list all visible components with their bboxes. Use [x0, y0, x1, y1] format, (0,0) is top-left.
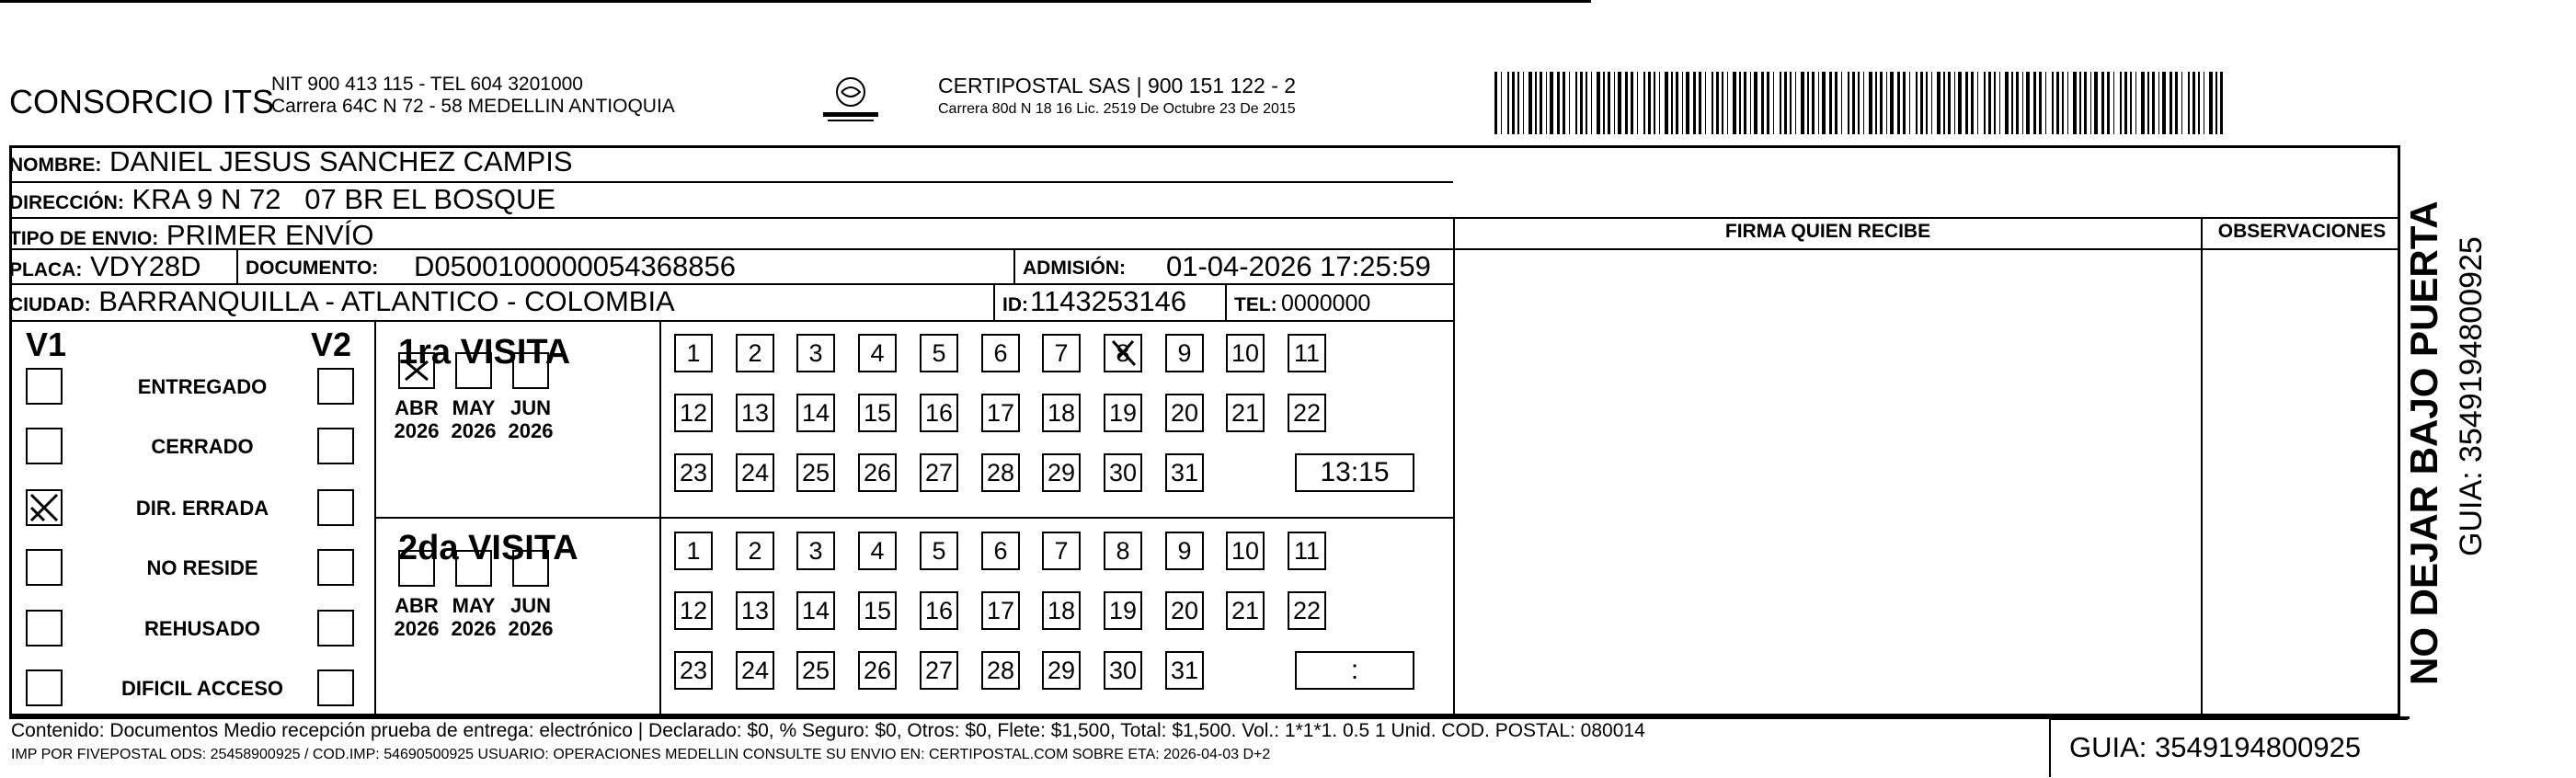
- day-box[interactable]: 26: [858, 651, 897, 690]
- side-tracking-number: GUIA: 3549194800925: [2454, 236, 2489, 556]
- day-box[interactable]: 31: [1165, 453, 1204, 492]
- month-label: JUN 2026: [508, 396, 554, 442]
- v1-checkbox[interactable]: [26, 549, 63, 586]
- day-box[interactable]: 20: [1165, 591, 1204, 630]
- day-box[interactable]: 28: [981, 453, 1020, 492]
- day-box[interactable]: 20: [1165, 394, 1204, 432]
- nit-line: NIT 900 413 115 - TEL 604 3201000: [271, 74, 583, 95]
- status-label: NO RESIDE: [146, 556, 258, 579]
- status-label: REHUSADO: [144, 617, 260, 640]
- day-box[interactable]: 15: [858, 394, 897, 432]
- content-summary: Contenido: Documentos Medio recepción prueba de entrega: electrónico | Declarado: $0, % Seguro: $0, Otros: $0, Flete: $1,500, Total: $1,500. Vol.: 1*1*1. 0.5 1 Unid. COD. POSTAL: 080014: [11, 720, 1645, 741]
- day-box[interactable]: 13: [736, 394, 774, 432]
- day-box[interactable]: 29: [1042, 651, 1081, 690]
- day-box[interactable]: 4: [858, 532, 897, 570]
- month-label: ABR 2026: [394, 594, 440, 640]
- tel-label: TEL:: [1234, 294, 1277, 315]
- row-tipo: [9, 219, 1453, 250]
- day-box[interactable]: 27: [920, 651, 958, 690]
- day-box[interactable]: 2: [736, 334, 774, 372]
- day-box[interactable]: 9: [1165, 334, 1204, 372]
- month-checkbox[interactable]: [512, 352, 549, 389]
- day-box[interactable]: 14: [796, 591, 835, 630]
- month-label: ABR 2026: [394, 396, 440, 442]
- company-info: [271, 74, 675, 118]
- ciudad-value: BARRANQUILLA - ATLANTICO - COLOMBIA: [98, 285, 675, 317]
- day-box[interactable]: 24: [736, 453, 774, 492]
- day-box[interactable]: 9: [1165, 532, 1204, 570]
- day-box[interactable]: 17: [981, 591, 1020, 630]
- documento-value: D0500100000054368856: [414, 250, 736, 282]
- day-box[interactable]: 6: [981, 532, 1020, 570]
- day-box[interactable]: 3: [796, 532, 835, 570]
- direccion-value: KRA 9 N 72 07 BR EL BOSQUE: [132, 183, 556, 215]
- day-box[interactable]: 11: [1288, 532, 1326, 570]
- day-box[interactable]: 22: [1288, 591, 1326, 630]
- v2-checkbox[interactable]: [317, 610, 354, 646]
- month-label: MAY 2026: [451, 396, 497, 442]
- day-box[interactable]: 10: [1226, 334, 1265, 372]
- status-label: CERRADO: [151, 435, 254, 458]
- address-line: Carrera 64C N 72 - 58 MEDELLIN ANTIOQUIA: [271, 96, 675, 117]
- v2-checkbox[interactable]: [317, 669, 354, 706]
- month-divider: [659, 322, 661, 716]
- day-box[interactable]: 1: [674, 334, 713, 372]
- day-box[interactable]: 11: [1288, 334, 1326, 372]
- day-box[interactable]: 23: [674, 651, 713, 690]
- day-box[interactable]: 21: [1226, 394, 1265, 432]
- day-box[interactable]: 13: [736, 591, 774, 630]
- status-label: DIFICIL ACCESO: [120, 677, 283, 700]
- day-box[interactable]: 30: [1104, 651, 1142, 690]
- ciudad-label: CIUDAD:: [9, 294, 91, 315]
- day-box[interactable]: 6: [981, 334, 1020, 372]
- day-box[interactable]: 3: [796, 334, 835, 372]
- day-box[interactable]: 18: [1042, 394, 1081, 432]
- v2-checkbox[interactable]: [317, 368, 354, 405]
- status-divider: [374, 322, 376, 716]
- day-box[interactable]: 4: [858, 334, 897, 372]
- day-box[interactable]: 7: [1042, 532, 1081, 570]
- carrier-info: [938, 74, 1296, 121]
- month-checkbox[interactable]: [398, 550, 435, 587]
- day-box[interactable]: 12: [674, 394, 713, 432]
- status-label: ENTREGADO: [137, 375, 268, 398]
- day-box[interactable]: 31: [1165, 651, 1204, 690]
- second-visit-title: 2da VISITA: [398, 529, 578, 567]
- nombre-value: DANIEL JESUS SANCHEZ CAMPIS: [109, 145, 573, 177]
- v2-checkbox[interactable]: [317, 489, 354, 526]
- v1-checkbox[interactable]: [26, 368, 63, 405]
- documento-label: DOCUMENTO:: [246, 257, 379, 279]
- header-underline: [1455, 248, 2400, 250]
- month-checkbox[interactable]: [512, 550, 549, 587]
- day-box[interactable]: 29: [1042, 453, 1081, 492]
- observaciones-header: OBSERVACIONES: [2217, 221, 2387, 242]
- row-direccion: [9, 183, 2399, 219]
- tel-value: 0000000: [1281, 291, 1371, 316]
- day-box[interactable]: 17: [981, 394, 1020, 432]
- day-box[interactable]: 14: [796, 394, 835, 432]
- day-box[interactable]: 8: [1104, 334, 1142, 372]
- day-box[interactable]: 23: [674, 453, 713, 492]
- v2-checkbox[interactable]: [317, 549, 354, 586]
- carrier-line: CERTIPOSTAL SAS | 900 151 122 - 2: [938, 74, 1297, 97]
- day-box[interactable]: 5: [920, 334, 958, 372]
- print-info: IMP POR FIVEPOSTAL ODS: 25458900925 / COD.IMP: 54690500925 USUARIO: OPERACIONES MEDELLIN CONSULTE SU ENVIO EN: CERTIPOSTAL.COM SOBRE ETA: 2026-04-03 D+2: [11, 747, 1271, 762]
- day-box[interactable]: 28: [981, 651, 1020, 690]
- day-box[interactable]: 16: [920, 394, 958, 432]
- first-visit-title: 1ra VISITA: [398, 333, 571, 372]
- license-line: Carrera 80d N 18 16 Lic. 2519 De Octubre 23 De 2015: [938, 101, 1296, 117]
- day-box[interactable]: 10: [1226, 532, 1265, 570]
- v2-header: V2: [311, 326, 352, 363]
- day-box[interactable]: 22: [1288, 394, 1326, 432]
- row-placa: [9, 250, 1453, 285]
- tracking-number: GUIA: 3549194800925: [2049, 718, 2408, 777]
- day-box[interactable]: 5: [920, 532, 958, 570]
- time-box[interactable]: :: [1295, 651, 1414, 690]
- day-box[interactable]: 19: [1104, 394, 1142, 432]
- month-checkbox[interactable]: [398, 352, 435, 389]
- v1-checkbox[interactable]: [26, 610, 63, 646]
- day-box[interactable]: 2: [736, 532, 774, 570]
- month-checkbox[interactable]: [455, 352, 492, 389]
- row-ciudad: [9, 285, 1453, 322]
- day-box[interactable]: 26: [858, 453, 897, 492]
- certipostal-logo: [809, 74, 892, 129]
- barcode: [1494, 72, 2226, 134]
- delivery-warning: NO DEJAR BAJO PUERTA: [2402, 200, 2445, 685]
- day-box[interactable]: 25: [796, 651, 835, 690]
- day-box[interactable]: 12: [674, 591, 713, 630]
- time-box[interactable]: 13:15: [1295, 453, 1414, 492]
- v1-checkbox[interactable]: [26, 428, 63, 464]
- day-box[interactable]: 7: [1042, 334, 1081, 372]
- nombre-label: NOMBRE:: [9, 154, 102, 176]
- visit-divider: [374, 517, 1453, 519]
- admision-value: 01-04-2026 17:25:59: [1166, 250, 1431, 282]
- direccion-label: DIRECCIÓN:: [9, 192, 124, 213]
- observations-divider: [2201, 219, 2203, 716]
- row-nombre: [9, 145, 1453, 183]
- placa-value: VDY28D: [89, 250, 201, 282]
- v1-header: V1: [26, 326, 67, 363]
- month-checkbox[interactable]: [455, 550, 492, 587]
- status-label: DIR. ERRADA: [135, 497, 269, 520]
- day-box[interactable]: 16: [920, 591, 958, 630]
- day-box[interactable]: 1: [674, 532, 713, 570]
- month-label: MAY 2026: [451, 594, 497, 640]
- id-value: 1143253146: [1030, 285, 1187, 317]
- day-box[interactable]: 24: [736, 651, 774, 690]
- day-box[interactable]: 18: [1042, 591, 1081, 630]
- day-box[interactable]: 15: [858, 591, 897, 630]
- day-box[interactable]: 8: [1104, 532, 1142, 570]
- tipo-label: TIPO DE ENVIO:: [9, 228, 159, 249]
- id-label: ID:: [1002, 294, 1028, 315]
- day-box[interactable]: 30: [1104, 453, 1142, 492]
- admision-label: ADMISIÓN:: [1023, 257, 1126, 279]
- v1-checkbox[interactable]: [26, 489, 63, 526]
- top-rule: [0, 0, 1591, 3]
- v2-checkbox[interactable]: [317, 428, 354, 464]
- day-box[interactable]: 27: [920, 453, 958, 492]
- day-box[interactable]: 21: [1226, 591, 1265, 630]
- day-box[interactable]: 25: [796, 453, 835, 492]
- signature-divider: [1453, 219, 1455, 716]
- month-label: JUN 2026: [508, 594, 554, 640]
- company-name: CONSORCIO ITS: [9, 83, 275, 120]
- v1-checkbox[interactable]: [26, 669, 63, 706]
- placa-label: PLACA:: [9, 259, 83, 280]
- firma-header: FIRMA QUIEN RECIBE: [1724, 221, 1931, 242]
- day-box[interactable]: 19: [1104, 591, 1142, 630]
- tipo-value: PRIMER ENVÍO: [166, 219, 374, 251]
